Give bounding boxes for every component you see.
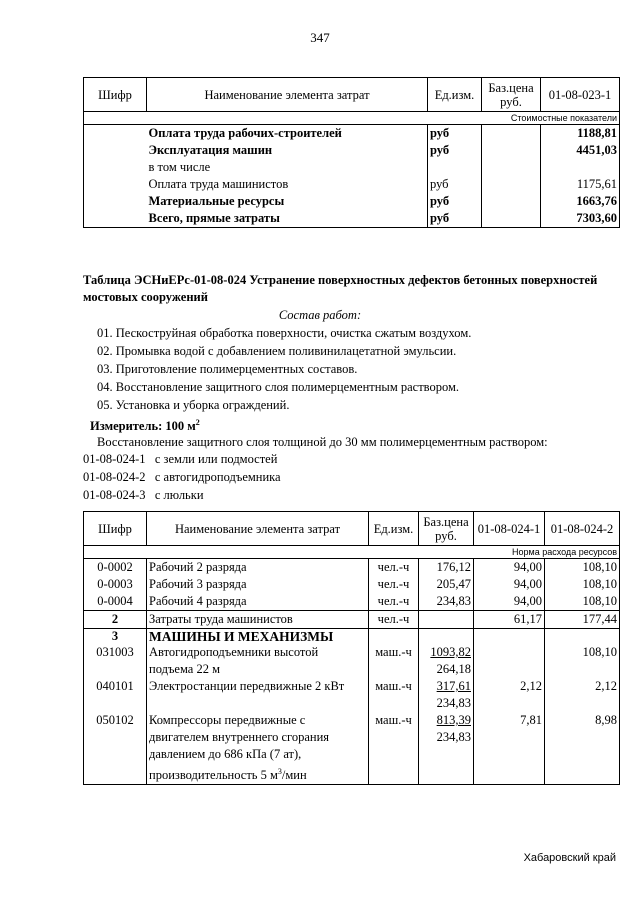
variant-code: 01-08-024-1	[83, 452, 146, 466]
row-value-1: 61,17	[474, 611, 545, 629]
work-item: 03. Приготовление полимерцементных составов.	[97, 362, 358, 376]
row-value-1: 94,00	[474, 593, 545, 611]
row-unit: руб	[428, 210, 482, 228]
row-name: Эксплуатация машин	[148, 143, 273, 157]
header-unit: Ед.изм.	[428, 78, 482, 112]
table-row	[84, 611, 620, 629]
resource-table	[83, 511, 620, 785]
row-value-1: 94,00	[474, 576, 545, 593]
table-row	[84, 576, 620, 593]
header-variant-2: 01-08-024-2	[545, 512, 620, 546]
work-item: 05. Установка и уборка ограждений.	[97, 398, 290, 412]
row-unit: чел.-ч	[369, 559, 419, 577]
row-unit: маш.-ч	[369, 644, 419, 678]
work-item: 02. Промывка водой с добавлением поливинилацетатной эмульсии.	[97, 344, 457, 358]
work-item: 01. Пескоструйная обработка поверхности, очистка сжатым воздухом.	[97, 326, 472, 340]
row-unit: руб	[428, 142, 482, 159]
row-name: Рабочий 2 разряда	[147, 559, 369, 577]
resource-subheader-row	[84, 546, 620, 559]
row-name: Оплата труда машинистов	[148, 177, 289, 191]
row-code: 050102	[84, 712, 147, 785]
variant-text: с земли или подмостей	[154, 452, 278, 466]
table-row	[84, 644, 620, 678]
row-value-1: 2,12	[474, 678, 545, 712]
table-row	[84, 193, 620, 210]
row-value: 1663,76	[541, 193, 620, 210]
row-name: Рабочий 3 разряда	[147, 576, 369, 593]
row-value: 1175,61	[541, 176, 620, 193]
row-name: Компрессоры передвижные с двигателем внутреннего сгорания давлением до 686 кПа (7 ат), производительность 5 $м^3$/мин	[147, 712, 369, 785]
header-name: Наименование элемента затрат	[147, 512, 369, 546]
section-name: МАШИНЫ И МЕХАНИЗМЫ	[147, 629, 369, 645]
variant-code: 01-08-024-3	[83, 488, 146, 502]
cost-subheader: Стоимостные показатели	[84, 112, 620, 125]
row-code: 031003	[84, 644, 147, 678]
resource-table-header	[84, 512, 620, 546]
resource-subheader: Норма расхода ресурсов	[84, 546, 620, 559]
work-item: 04. Восстановление защитного слоя полимерцементным раствором.	[97, 380, 460, 394]
row-name: Материальные ресурсы	[148, 194, 285, 208]
row-code: 0-0002	[84, 559, 147, 577]
variant-line	[83, 486, 204, 504]
row-value: 4451,03	[541, 142, 620, 159]
row-value-1: 94,00	[474, 559, 545, 577]
row-code: 0-0003	[84, 576, 147, 593]
variant-text: с автогидроподъемника	[154, 470, 281, 484]
row-price: 234,83	[419, 593, 474, 611]
row-unit: чел.-ч	[369, 611, 419, 629]
row-value-1	[474, 644, 545, 678]
works-title: Состав работ:	[278, 308, 362, 322]
header-name: Наименование элемента затрат	[147, 78, 428, 112]
row-price: 1093,82 264,18	[419, 644, 474, 678]
row-name: Рабочий 4 разряда	[147, 593, 369, 611]
row-value-2: 108,10	[545, 559, 620, 577]
row-name: в том числе	[148, 160, 211, 174]
row-unit: чел.-ч	[369, 593, 419, 611]
header-unit: Ед.изм.	[369, 512, 419, 546]
row-unit: маш.-ч	[369, 678, 419, 712]
row-value-2: 108,10	[545, 593, 620, 611]
description: Восстановление защитного слоя толщиной до 30 мм полимерцементным раствором:	[97, 435, 548, 449]
page-number: 347	[310, 30, 330, 45]
row-code: 2	[84, 611, 147, 629]
header-code: Шифр	[84, 78, 147, 112]
footer-region: Хабаровский край	[523, 852, 616, 864]
section-title-line1: Таблица ЭСНиЕРс-01-08-024 Устранение поверхностных дефектов бетонных поверхностей	[83, 273, 598, 287]
row-name: Автогидроподъемники высотой подъема 22 м	[147, 644, 369, 678]
cost-table-header	[84, 78, 620, 112]
row-unit: маш.-ч	[369, 712, 419, 785]
row-code: 0-0004	[84, 593, 147, 611]
row-value-2: 108,10	[545, 644, 620, 678]
variant-line	[83, 450, 277, 468]
row-unit: чел.-ч	[369, 576, 419, 593]
table-row	[84, 125, 620, 143]
header-variant: 01-08-023-1	[541, 78, 620, 112]
row-unit: руб	[428, 193, 482, 210]
row-value-2: 2,12	[545, 678, 620, 712]
row-code: 040101	[84, 678, 147, 712]
table-row	[84, 559, 620, 577]
cost-table	[83, 77, 620, 228]
row-price: 176,12	[419, 559, 474, 577]
variant-code: 01-08-024-2	[83, 470, 146, 484]
table-row	[84, 142, 620, 159]
table-row	[84, 210, 620, 228]
row-value: 7303,60	[541, 210, 620, 228]
row-price: 813,39 234,83	[419, 712, 474, 785]
row-value: 1188,81	[541, 125, 620, 143]
table-row	[84, 159, 620, 176]
table-row	[84, 712, 620, 785]
row-unit: руб	[428, 125, 482, 143]
section-title-line2: мостовых сооружений	[83, 290, 208, 304]
row-name: Всего, прямые затраты	[147, 210, 428, 228]
table-row	[84, 678, 620, 712]
meter-label: Измеритель: 100 $м^2$	[90, 418, 200, 434]
row-unit: руб	[428, 176, 482, 193]
row-price: 317,61 234,83	[419, 678, 474, 712]
row-name: Оплата труда рабочих-строителей	[148, 126, 342, 140]
variant-line	[83, 468, 281, 486]
row-name: Затраты труда машинистов	[147, 611, 369, 629]
section-code: 3	[84, 629, 147, 645]
header-code: Шифр	[84, 512, 147, 546]
row-name: Электростанции передвижные 2 кВт	[147, 678, 369, 712]
header-variant-1: 01-08-024-1	[474, 512, 545, 546]
row-value-2: 8,98	[545, 712, 620, 785]
cost-subheader-row	[84, 112, 620, 125]
row-value-2: 177,44	[545, 611, 620, 629]
variant-text: с люльки	[154, 488, 204, 502]
row-value-2: 108,10	[545, 576, 620, 593]
table-row	[84, 176, 620, 193]
section-row	[84, 629, 620, 645]
row-value-1: 7,81	[474, 712, 545, 785]
table-row	[84, 593, 620, 611]
header-price: Баз.цена руб.	[482, 78, 541, 112]
row-price: 205,47	[419, 576, 474, 593]
header-price: Баз.цена руб.	[419, 512, 474, 546]
